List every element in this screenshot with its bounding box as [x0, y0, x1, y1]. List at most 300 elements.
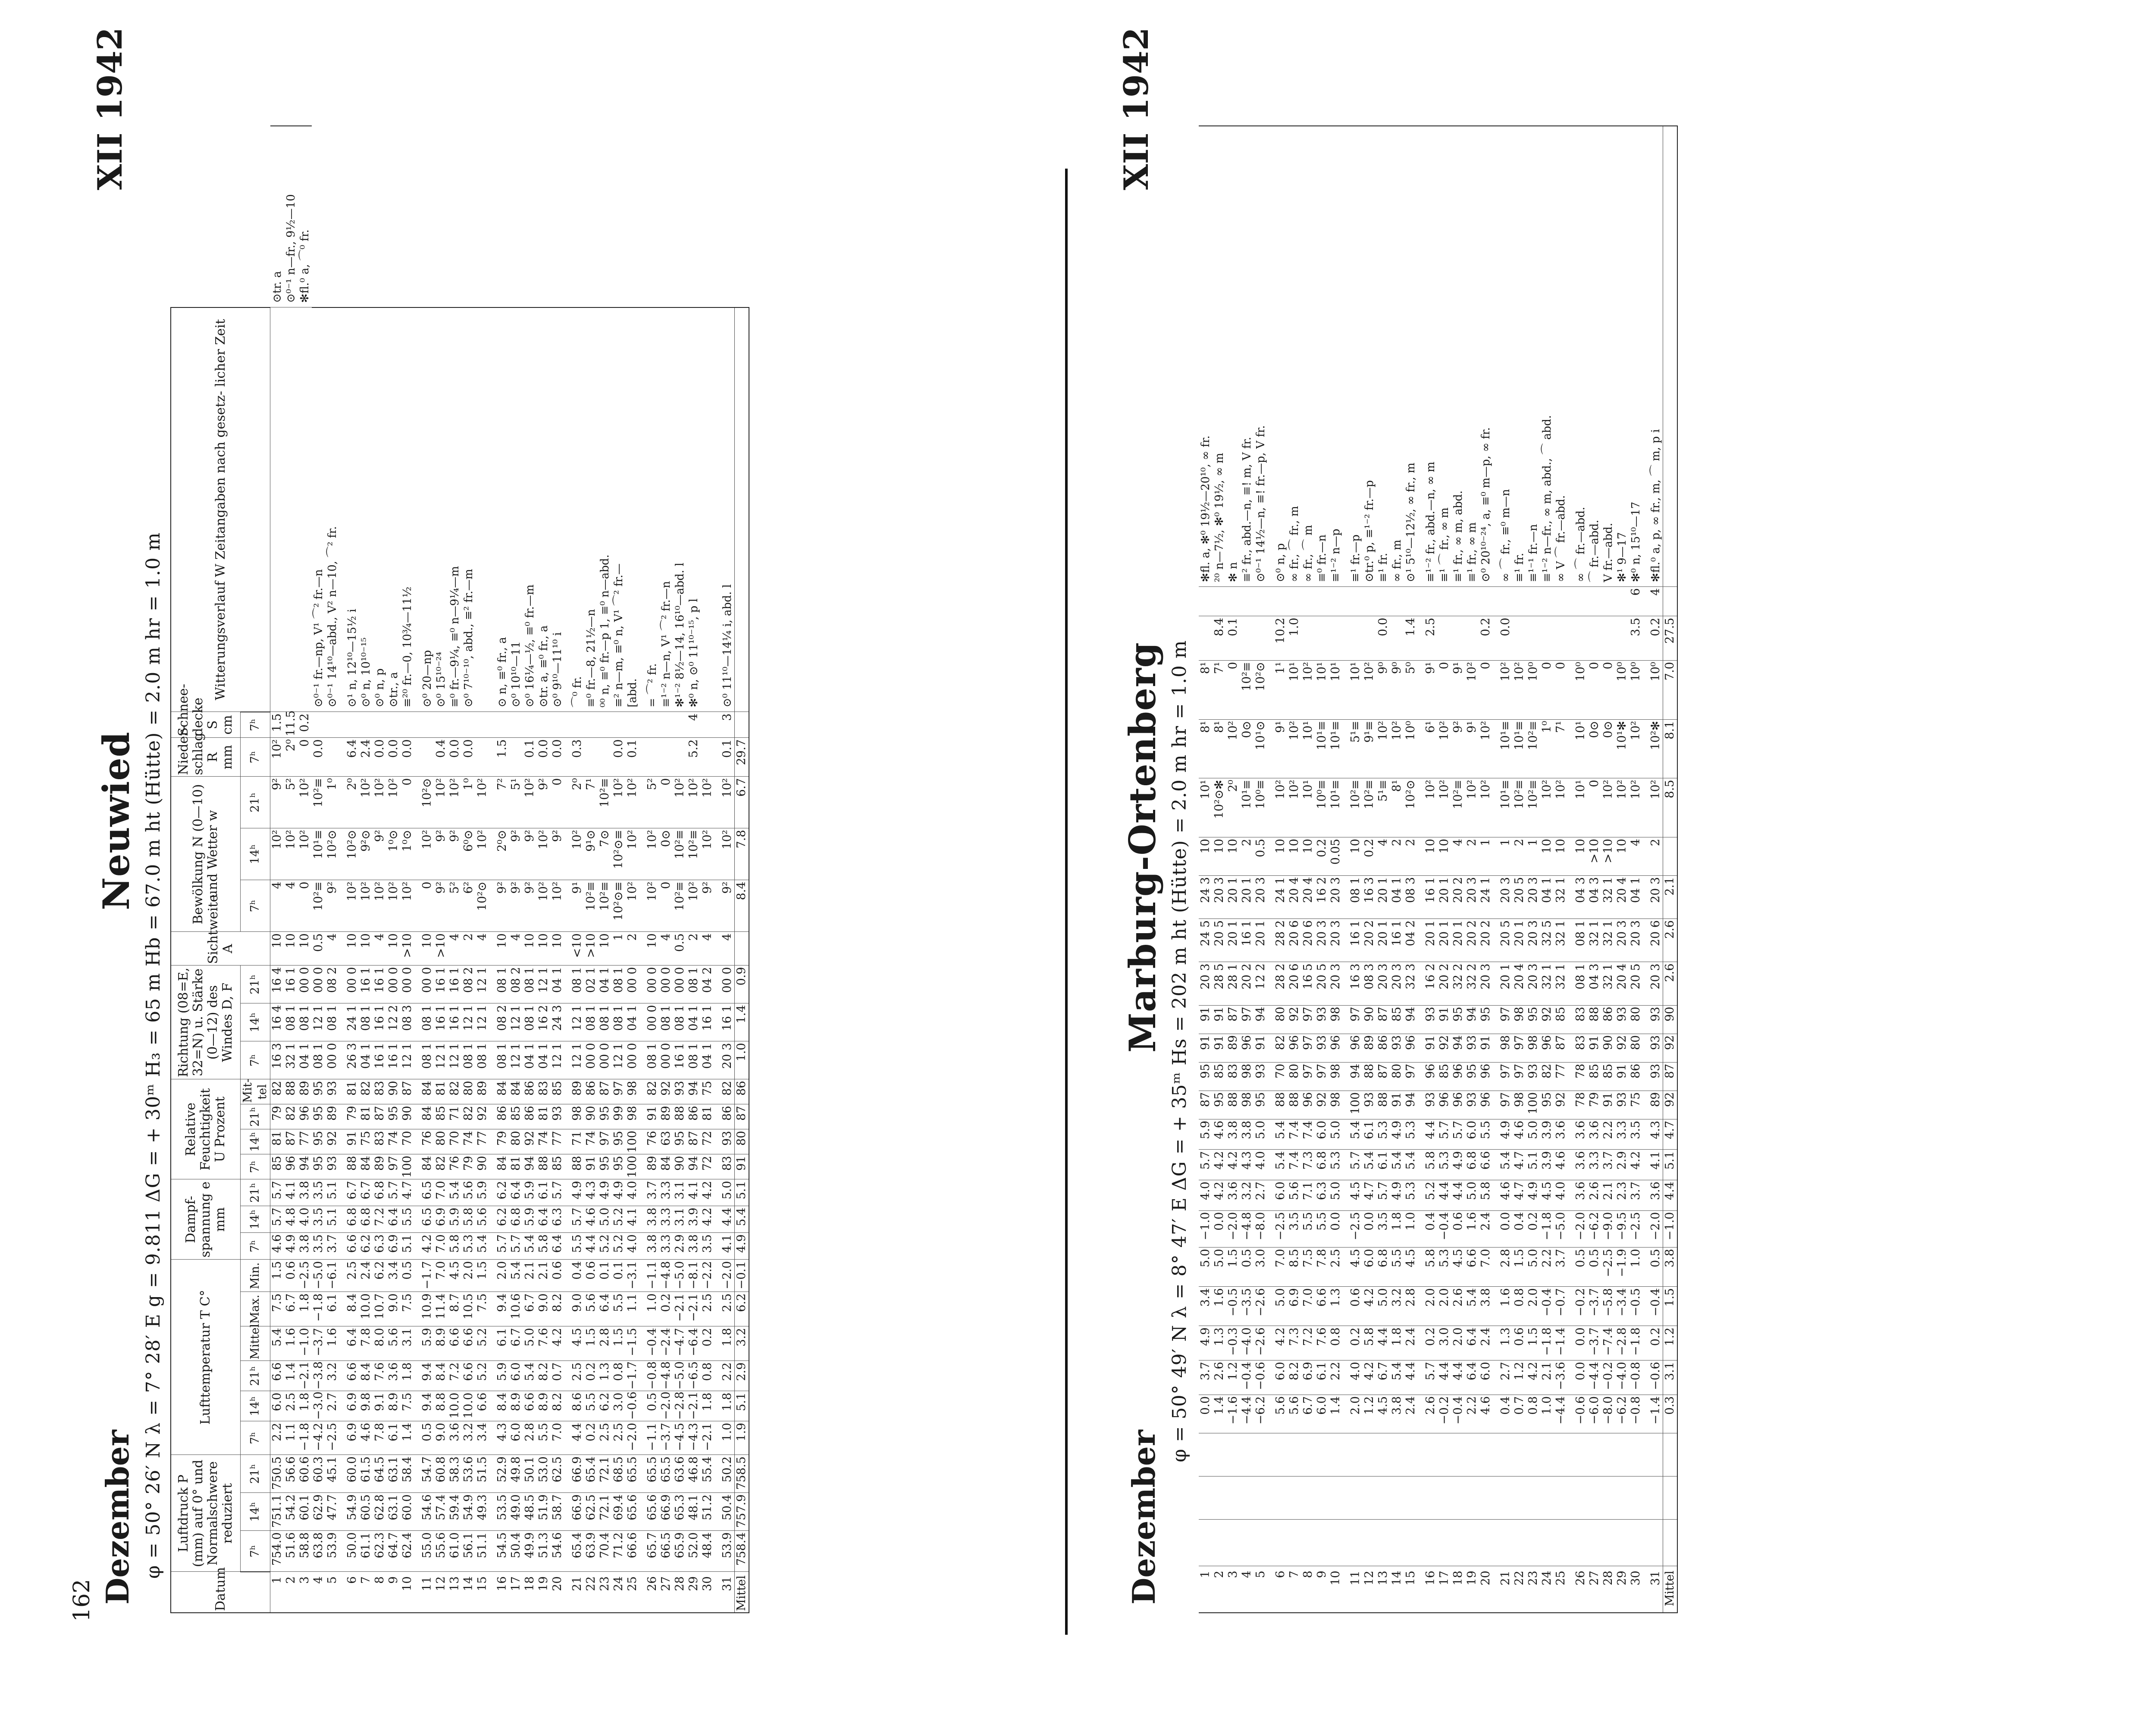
table-cell: 0.0 [312, 738, 326, 777]
table-cell: 3.7 [1199, 1360, 1213, 1395]
table-cell [420, 712, 434, 738]
table-cell: 10 [1554, 837, 1568, 876]
table-cell: 2.2 [1540, 1248, 1554, 1287]
table-cell: 4.9 [284, 1233, 298, 1260]
mean-cell [735, 307, 749, 712]
table-cell: 71 [570, 1129, 584, 1154]
weather-cell: ≡² n—m, ≡⁰ n, V¹ ⌒² fr.— [612, 307, 626, 712]
table-cell: 9¹⊙ [584, 828, 598, 880]
table-cell: 66.9 [570, 1493, 584, 1531]
table-cell: 04 2 [1404, 919, 1418, 962]
table-cell: 08 1 [420, 1041, 434, 1079]
weather-cell: ✻¹ 9—17 [1615, 126, 1629, 587]
table-cell: 1.5 [1226, 1248, 1240, 1287]
table-cell: 3.9 [1540, 1150, 1554, 1180]
table-cell: 0.2 [1363, 837, 1376, 876]
table-cell: 20 1 [1240, 875, 1254, 918]
table-cell: 1.5 [476, 1260, 489, 1292]
table-cell: 2.1 [537, 1260, 551, 1292]
table-cell: 10 [495, 932, 509, 966]
table-cell: 20 1 [1513, 919, 1526, 962]
table-cell: 6.7 [1376, 1360, 1390, 1395]
table-row [373, 126, 387, 1613]
table-cell: 20 3 [1213, 875, 1226, 918]
table-cell: 16 1 [373, 1003, 387, 1041]
table-cell: 5¹≡ [1376, 778, 1390, 837]
col-cloud: Bewölkung N (0—10) und Wetter w [171, 777, 241, 932]
table-cell: 10¹ [1199, 778, 1213, 837]
weather-cell: ⊙⁰ n, p [373, 307, 387, 712]
table-cell: 82 [1274, 1034, 1288, 1062]
gap-cell [1643, 1287, 1649, 1326]
table-cell: 8.4 [345, 1292, 359, 1326]
table-cell: 32 2 [1451, 962, 1465, 1005]
table-cell: 0.2 [584, 1361, 598, 1391]
mean-cell: 2.6 [1663, 962, 1678, 1005]
table-cell: 70 [1274, 1062, 1288, 1091]
table-row [537, 126, 551, 1613]
table-cell: 10² [1629, 778, 1643, 837]
table-cell: 0⊙ [659, 828, 673, 880]
table-cell: 90 [673, 1154, 687, 1179]
table-cell: 32 1 [1601, 875, 1615, 918]
gap-cell [1418, 660, 1424, 719]
table-cell: 4.1 [626, 1206, 639, 1233]
gap-cell [639, 1041, 646, 1079]
gap-cell [639, 1455, 646, 1493]
mean-cell: 758.5 [735, 1455, 749, 1493]
table-cell: −6.4 [687, 1326, 701, 1361]
gap-cell [564, 1361, 570, 1391]
table-cell: −5.0 [1554, 1210, 1568, 1247]
table-cell: 4.6 [270, 1233, 285, 1260]
table-cell: 5² [448, 880, 462, 932]
mean-cell: 91 [735, 1154, 749, 1179]
table-cell: 4.4 [570, 1421, 584, 1455]
table-row [598, 126, 612, 1613]
date-cell: 27 [1588, 1566, 1601, 1613]
weather-cell [701, 307, 714, 712]
table-cell: 82 [270, 1079, 285, 1104]
table-cell [1540, 1476, 1554, 1519]
mean-cell [735, 932, 749, 966]
table-cell: 3.4 [387, 1260, 401, 1292]
marburg-table [1199, 125, 1678, 1613]
table-cell [1451, 587, 1465, 616]
gap-cell [414, 1531, 420, 1572]
table-cell [509, 738, 523, 777]
gap-cell [1568, 616, 1574, 661]
table-cell: 3.1 [673, 1179, 687, 1206]
table-cell: 5.7 [1349, 1150, 1363, 1180]
gap-cell [489, 738, 495, 777]
table-cell: −0.5 [1226, 1287, 1240, 1326]
table-cell: 00 0 [626, 966, 639, 1003]
table-cell: 7.6 [1315, 1326, 1329, 1360]
table-cell: −1.4 [1554, 1326, 1568, 1360]
marburg-year: XII 1942 [1117, 27, 1156, 190]
table-cell: 5.8 [448, 1233, 462, 1260]
table-row [1349, 126, 1363, 1613]
table-cell: 4.0 [626, 1233, 639, 1260]
table-cell: 10²≡ [673, 828, 687, 880]
table-cell: 9² [523, 880, 537, 932]
table-cell: −4.4 [1588, 1360, 1601, 1395]
table-cell: −6.1 [326, 1260, 339, 1292]
table-cell: 95 [1213, 1091, 1226, 1119]
table-cell: 24 3 [1199, 875, 1213, 918]
table-cell: 20 3 [1479, 962, 1493, 1005]
gap-cell [1493, 1150, 1499, 1180]
table-cell: 96 [298, 1104, 312, 1129]
gap-cell [489, 712, 495, 738]
table-cell [1301, 1476, 1315, 1519]
table-cell: 20 1 [1226, 875, 1240, 918]
sub-mittel: Mit- tel [241, 1079, 270, 1104]
mean-cell: 7.0 [1663, 660, 1678, 719]
gap-cell [1493, 1520, 1499, 1566]
table-cell [270, 307, 285, 712]
table-cell: 61.5 [359, 1455, 373, 1493]
table-cell: 78 [1574, 1091, 1588, 1119]
table-cell: −4.8 [659, 1361, 673, 1391]
table-cell: 60.3 [312, 1455, 326, 1493]
table-cell: 65.6 [626, 1493, 639, 1531]
table-cell: 0.0 [1499, 1210, 1513, 1247]
sub-21h: 21ʰ [241, 1179, 270, 1206]
table-cell [1240, 587, 1254, 616]
table-cell: 87 [284, 1129, 298, 1154]
sub-min: Min. [241, 1260, 270, 1292]
table-cell: 9.0 [537, 1292, 551, 1326]
gap-cell [1418, 1287, 1424, 1326]
table-cell: 0.2 [1649, 616, 1663, 661]
table-cell: 1 [1526, 837, 1540, 876]
table-cell: 5.1 [326, 1206, 339, 1233]
table-cell: 0.1 [523, 738, 537, 777]
table-cell: 97 [1513, 1062, 1526, 1091]
table-cell [1315, 1520, 1329, 1566]
table-cell: 93 [326, 1154, 339, 1179]
table-cell: 5.2 [1424, 1180, 1438, 1211]
table-cell: 00 0 [326, 1041, 339, 1079]
table-cell: 85 [509, 1104, 523, 1129]
table-cell: 10²≡ [1451, 778, 1465, 837]
table-cell: 10⁰ [1574, 660, 1588, 719]
table-cell: 20 5 [1315, 962, 1329, 1005]
table-cell: 51.1 [476, 1531, 489, 1572]
table-cell: 94 [1404, 1091, 1418, 1119]
gap-cell [1343, 1062, 1349, 1091]
table-cell: 97 [1315, 1062, 1329, 1091]
table-cell: 65.3 [673, 1493, 687, 1531]
gap-cell [1343, 1150, 1349, 1180]
table-cell: 1.1 [626, 1292, 639, 1326]
table-cell: 10²⊙ [420, 777, 434, 828]
table-cell: 0.0 [462, 738, 476, 777]
table-cell: −0.6 [1649, 1360, 1663, 1395]
weather-cell: ≡¹ ⌒ fr., ∞ m [1438, 126, 1451, 587]
table-cell: 6.0 [1465, 1119, 1479, 1150]
weather-cell: ≡¹⁻² n—fr., ∞ m, abd., ⌒ abd. [1540, 126, 1554, 587]
table-cell: 7.0 [551, 1421, 564, 1455]
table-cell: 9¹ [1451, 660, 1465, 719]
table-cell: 80 [1629, 1005, 1643, 1034]
table-cell [1451, 1433, 1465, 1476]
table-row [1274, 126, 1288, 1613]
weather-cell: ✻fl. a, ✻⁰ 19½—20¹⁰, ∞ fr. [1199, 126, 1213, 587]
table-cell [1274, 1433, 1288, 1476]
gap-cell [1343, 1395, 1349, 1433]
table-cell: 6.7 [523, 1292, 537, 1326]
table-cell: 4.4 [1438, 1180, 1451, 1211]
table-cell: 32 3 [1404, 962, 1418, 1005]
table-cell: 5.2 [476, 1361, 489, 1391]
table-cell: 86 [523, 1079, 537, 1104]
gap-cell [339, 712, 345, 738]
date-cell: 12 [1363, 1566, 1376, 1613]
table-cell: 55.0 [420, 1531, 434, 1572]
table-cell: 1.5 [584, 1326, 598, 1361]
table-cell: −0.4 [1540, 1287, 1554, 1326]
table-cell: 10 [551, 932, 564, 966]
weather-cell: V fr.—abd. [1601, 126, 1615, 587]
table-cell: 12 1 [509, 1003, 523, 1041]
table-cell [1390, 1433, 1404, 1476]
gap-cell [1493, 719, 1499, 778]
table-cell: −2.8 [673, 1391, 687, 1421]
table-cell: 5.4 [523, 1361, 537, 1391]
table-cell [1363, 616, 1376, 661]
table-cell: 2.4 [1404, 1326, 1418, 1360]
table-cell: 56.6 [284, 1455, 298, 1493]
table-cell: 1.5 [495, 738, 509, 777]
table-cell: −2.1 [687, 1292, 701, 1326]
table-cell: 7.5 [1301, 1248, 1315, 1287]
table-cell: 04 1 [687, 1003, 701, 1041]
table-cell: 96 [1479, 1062, 1493, 1091]
table-cell: −1.8 [298, 1421, 312, 1455]
table-cell: 63 [659, 1129, 673, 1154]
table-cell: 3.8 [1479, 1287, 1493, 1326]
table-cell: 4.1 [721, 1233, 735, 1260]
gap-cell [1343, 1119, 1349, 1150]
table-cell: 8.4 [434, 1361, 448, 1391]
table-cell: 5.2 [598, 1233, 612, 1260]
table-cell: 92 [523, 1129, 537, 1154]
weather-cell: ⊙⁰⁻¹ 14½—n, ≡! fr.—p, V fr. [1254, 126, 1268, 587]
table-cell: 0.1 [626, 738, 639, 777]
table-cell: −2.1 [701, 1421, 714, 1455]
gap-cell [1643, 1326, 1649, 1360]
table-cell: 7.0 [434, 1179, 448, 1206]
table-cell: 74 [387, 1129, 401, 1154]
gap-cell [489, 1260, 495, 1292]
table-cell: −2.0 [721, 1260, 735, 1292]
table-cell [1649, 1520, 1663, 1566]
gap-cell [414, 966, 420, 1003]
table-cell: 66.6 [626, 1531, 639, 1572]
table-cell: 91 [1199, 1005, 1213, 1034]
table-cell: 00 0 [598, 1041, 612, 1079]
table-cell: 84 [420, 1079, 434, 1104]
row-gap [639, 126, 646, 1613]
table-cell: 65.9 [673, 1531, 687, 1572]
table-cell: 87 [373, 1104, 387, 1129]
table-cell [1288, 1476, 1301, 1519]
table-cell: 0 [1601, 660, 1615, 719]
table-cell: 00 0 [345, 966, 359, 1003]
table-cell: 84 [509, 1079, 523, 1104]
table-cell: 08 1 [326, 1003, 339, 1041]
table-cell: 7.4 [1288, 1150, 1301, 1180]
table-cell: 85 [1438, 1062, 1451, 1091]
table-cell: 10¹ [1574, 778, 1588, 837]
table-cell: 10²⊙ [345, 828, 359, 880]
table-cell: 6.7 [509, 1326, 523, 1361]
gap-cell [564, 1572, 570, 1613]
gap-cell [639, 1260, 646, 1292]
table-cell [1526, 1476, 1540, 1519]
gap-cell [564, 712, 570, 738]
table-cell: 0.6 [1349, 1287, 1363, 1326]
gap-cell [339, 738, 345, 777]
gap-cell [1418, 1180, 1424, 1211]
table-cell: 69.4 [612, 1493, 626, 1531]
table-cell: 10² [523, 777, 537, 828]
table-cell: 7.0 [1274, 1248, 1288, 1287]
table-cell: 10 [359, 932, 373, 966]
table-cell: 24 1 [345, 1003, 359, 1041]
date-cell: 27 [659, 1572, 673, 1613]
table-cell: 6.3 [1315, 1180, 1329, 1211]
table-cell: 16 1 [434, 1003, 448, 1041]
table-row [387, 126, 401, 1613]
table-cell: 88 [673, 1104, 687, 1129]
neuwied-year: XII 1942 [91, 27, 130, 190]
table-cell: 20 1 [1254, 919, 1268, 962]
table-cell: 08 1 [284, 1003, 298, 1041]
table-cell [495, 712, 509, 738]
neuwied-month: Dezember [99, 1429, 136, 1605]
table-cell: 3.8 [687, 1233, 701, 1260]
date-cell: 4 [1240, 1566, 1254, 1613]
table-cell: 00 0 [659, 1041, 673, 1079]
table-cell: 10²≡ [1513, 778, 1526, 837]
table-cell: 1.0 [721, 1421, 735, 1455]
weather-cell: ⊙⁰ 15¹⁰⁻²⁴ [434, 307, 448, 712]
gap-cell [714, 1455, 721, 1493]
table-cell: >10 [584, 932, 598, 966]
table-cell: 5¹≡ [1349, 719, 1363, 778]
gap-cell [1268, 719, 1274, 778]
table-cell: 95 [312, 1129, 326, 1154]
table-cell: 16 1 [373, 966, 387, 1003]
table-cell: 20 4 [1513, 962, 1526, 1005]
row-gap [489, 126, 495, 1613]
table-cell: 93 [1526, 1062, 1540, 1091]
table-cell: 4.5 [448, 1260, 462, 1292]
gap-cell [1268, 837, 1274, 876]
page-number: 162 [69, 1579, 95, 1622]
table-cell: 2.7 [326, 1391, 339, 1421]
gap-cell [1568, 1360, 1574, 1395]
gap-cell [1418, 962, 1424, 1005]
table-cell: 10¹ [1574, 719, 1588, 778]
table-cell: 3.2 [462, 1421, 476, 1455]
weather-cell: ≡¹⁻² fr., abd.—n, ∞ m [1424, 126, 1438, 587]
gap-cell [639, 1154, 646, 1179]
gap-cell [414, 1179, 420, 1206]
table-cell: 16 1 [387, 1041, 401, 1079]
table-cell: 3.5 [1629, 1119, 1643, 1150]
table-cell: 91 [1479, 1034, 1493, 1062]
table-cell: 2.1 [1540, 1360, 1554, 1395]
gap-cell [639, 738, 646, 777]
table-cell: 91 [1601, 1091, 1615, 1119]
gap-cell [1343, 919, 1349, 962]
table-cell: 12 1 [462, 1003, 476, 1041]
table-cell: 0 [420, 880, 434, 932]
table-cell: 10² [1554, 778, 1568, 837]
table-cell: 0 [1554, 660, 1568, 719]
table-cell: 87 [1226, 1005, 1240, 1034]
table-cell: 9² [721, 880, 735, 932]
table-cell: 4.0 [1199, 1180, 1213, 1211]
table-cell: 5.9 [1199, 1119, 1213, 1150]
date-cell: 30 [701, 1572, 714, 1613]
table-cell: 20 3 [1315, 919, 1329, 962]
gap-cell [1268, 660, 1274, 719]
table-cell: 92 [1615, 1034, 1629, 1062]
table-cell [1349, 1476, 1363, 1519]
table-cell: 1.8 [701, 1391, 714, 1421]
table-cell: −2.5 [1629, 1210, 1643, 1247]
table-cell: 79 [495, 1129, 509, 1154]
gap-cell [489, 1079, 495, 1104]
table-cell: 10.2 [1274, 616, 1288, 661]
table-cell [1240, 1520, 1254, 1566]
weather-cell: ⌒ fr.—abd. [1588, 126, 1601, 587]
table-cell: −8.0 [1254, 1210, 1268, 1247]
table-cell: 5.1 [1526, 1150, 1540, 1180]
table-cell: 3.5 [312, 1233, 326, 1260]
col-vapour: Dampf- spannung e mm [171, 1179, 241, 1260]
table-cell: 4 [373, 932, 387, 966]
weather-cell: ⊙⁰⁻¹ 14¹⁰—abd., V² n—10, ⌒² fr. [326, 307, 339, 712]
col-wind: Richtung (08=E, 32=N) u. Stärke (0—12) des Windes D, F [171, 966, 241, 1079]
table-cell: 4.5 [1349, 1180, 1363, 1211]
table-cell: 10.0 [359, 1292, 373, 1326]
table-cell: 98 [1526, 1034, 1540, 1062]
table-cell: 0.0 [1329, 1210, 1343, 1247]
gap-cell [339, 932, 345, 966]
table-cell: 63.9 [584, 1531, 598, 1572]
table-cell: 08 2 [495, 1003, 509, 1041]
table-cell [1438, 1433, 1451, 1476]
table-cell: 98 [1513, 1091, 1526, 1119]
table-cell: 4.6 [584, 1206, 598, 1233]
table-cell [1424, 587, 1438, 616]
table-cell: 2.5 [721, 1292, 735, 1326]
gap-cell [564, 1206, 570, 1233]
table-cell: 1.5 [1526, 1326, 1540, 1360]
table-cell: 95 [598, 1104, 612, 1129]
table-cell: 10² [373, 777, 387, 828]
table-cell: 78 [1574, 1062, 1588, 1091]
table-cell [1288, 1433, 1301, 1476]
table-cell: −0.8 [1629, 1395, 1643, 1433]
